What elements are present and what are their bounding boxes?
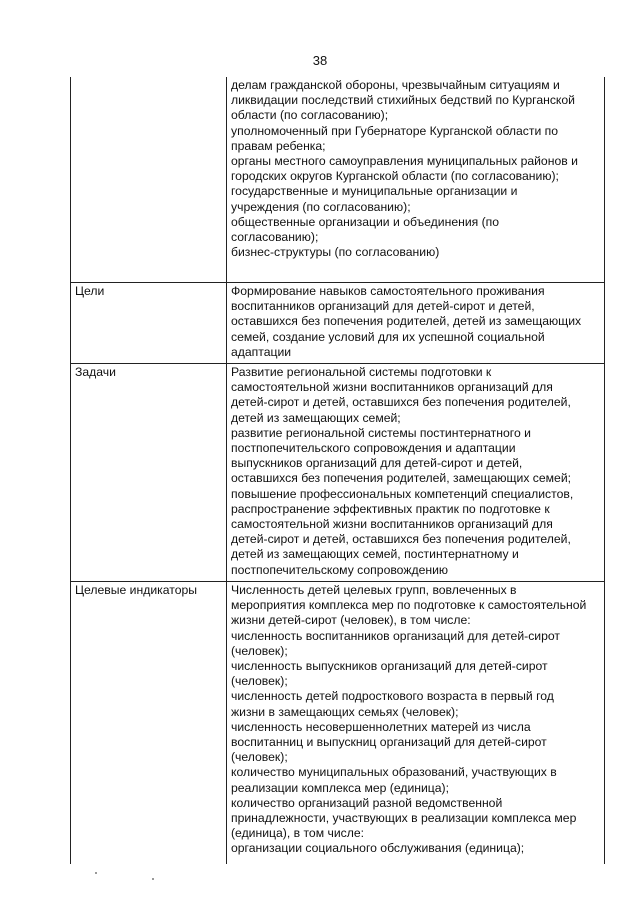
text-line: распространение эффективных практик по подготовке к <box>231 501 550 516</box>
tasks-cell <box>227 364 605 582</box>
table-row-tasks <box>71 364 605 582</box>
text-line: организации социального обслуживания (единица); <box>231 841 525 856</box>
scan-artifact <box>95 872 97 874</box>
text-line: детей-сирот и детей, оставшихся без попечения родителей, <box>231 395 571 410</box>
text-line: постпопечительскому сопровождению <box>231 562 449 577</box>
text-line: жизни в замещающих семьях (человек); <box>231 704 459 719</box>
text-line: выпускников организаций для детей-сирот и детей, <box>231 456 523 471</box>
text-line: Развитие региональной системы подготовки к <box>231 365 492 379</box>
text-line: численность выпускников организаций для детей-сирот <box>231 659 548 674</box>
text-line: самостоятельной жизни воспитанников организаций для <box>231 380 553 395</box>
text-line: мероприятия комплекса мер по подготовке к самостоятельной <box>231 598 587 613</box>
row-label-tasks: Задачи <box>71 364 227 582</box>
text-line: (человек); <box>231 674 288 689</box>
text-line: учреждения (по согласованию); <box>231 199 411 214</box>
participants-cell <box>227 77 605 283</box>
scan-artifact <box>152 878 154 880</box>
text-line: адаптации <box>231 344 292 359</box>
row-label-goals: Цели <box>71 283 227 364</box>
text-line: Численность детей целевых групп, вовлеченных в <box>231 583 517 597</box>
text-line: численность детей подросткового возраста в первый год <box>231 689 554 704</box>
text-line: оставшихся без попечения родителей, детей из замещающих <box>231 314 582 329</box>
text-line: оставшихся без попечения родителей, замещающих семей; <box>231 471 572 486</box>
table-row-goals <box>71 283 605 364</box>
text-line: городских округов Курганской области (по согласованию); <box>231 169 559 184</box>
text-line: области (по согласованию); <box>231 108 389 123</box>
text-line: развитие региональной системы постинтернатного и <box>231 425 531 440</box>
text-line: правам ребенка; <box>231 138 326 153</box>
text-line: ликвидации последствий стихийных бедствий по Курганской <box>231 93 575 108</box>
row-label-indicators: Целевые индикаторы <box>71 582 227 865</box>
page-number: 38 <box>312 53 328 68</box>
text-line: органы местного самоуправления муниципальных районов и <box>231 154 578 169</box>
text-line: самостоятельной жизни воспитанников организаций для <box>231 517 553 532</box>
text-line: согласованию); <box>231 230 319 245</box>
text-line: жизни детей-сирот (человек), в том числе: <box>231 613 471 628</box>
text-line: детей-сирот и детей, оставшихся без попечения родителей, <box>231 532 571 547</box>
text-line: постпопечительского сопровождения и адаптации <box>231 441 516 456</box>
row-label <box>71 77 227 283</box>
text-line: (человек); <box>231 643 288 658</box>
text-line: бизнес-структуры (по согласованию) <box>231 245 440 260</box>
text-line: численность несовершеннолетних матерей из числа <box>231 719 531 734</box>
text-line: воспитанников организаций для детей-сирот и детей, <box>231 299 535 314</box>
text-line: детей из замещающих семей, постинтернатному и <box>231 547 519 562</box>
text-line: уполномоченный при Губернаторе Курганской области по <box>231 123 559 138</box>
text-line: общественные организации и объединения (по <box>231 214 500 229</box>
goals-cell <box>227 283 605 364</box>
table-row-participants <box>71 77 605 283</box>
text-line: делам гражданской обороны, чрезвычайным ситуациям и <box>231 78 560 92</box>
text-line: количество организаций разной ведомственной <box>231 795 503 810</box>
text-line: государственные и муниципальные организации и <box>231 184 518 199</box>
text-line: семей, создание условий для их успешной социальной <box>231 329 545 344</box>
text-line: численность воспитанников организаций для детей-сирот <box>231 628 560 643</box>
table-row-indicators <box>71 582 605 865</box>
text-line: Формирование навыков самостоятельного проживания <box>231 284 545 298</box>
text-line: детей из замещающих семей; <box>231 410 401 425</box>
text-line: (единица), в том числе: <box>231 826 364 841</box>
text-line: количество муниципальных образований, участвующих в <box>231 765 557 780</box>
text-line: (человек); <box>231 750 288 765</box>
indicators-cell <box>227 582 605 865</box>
text-line: реализации комплекса мер (единица); <box>231 780 449 795</box>
text-line: повышение профессиональных компетенций специалистов, <box>231 486 574 501</box>
program-passport-table <box>70 77 605 864</box>
text-line: воспитанниц и выпускниц организаций для детей-сирот <box>231 735 547 750</box>
text-line: принадлежности, участвующих в реализации комплекса мер <box>231 811 577 826</box>
